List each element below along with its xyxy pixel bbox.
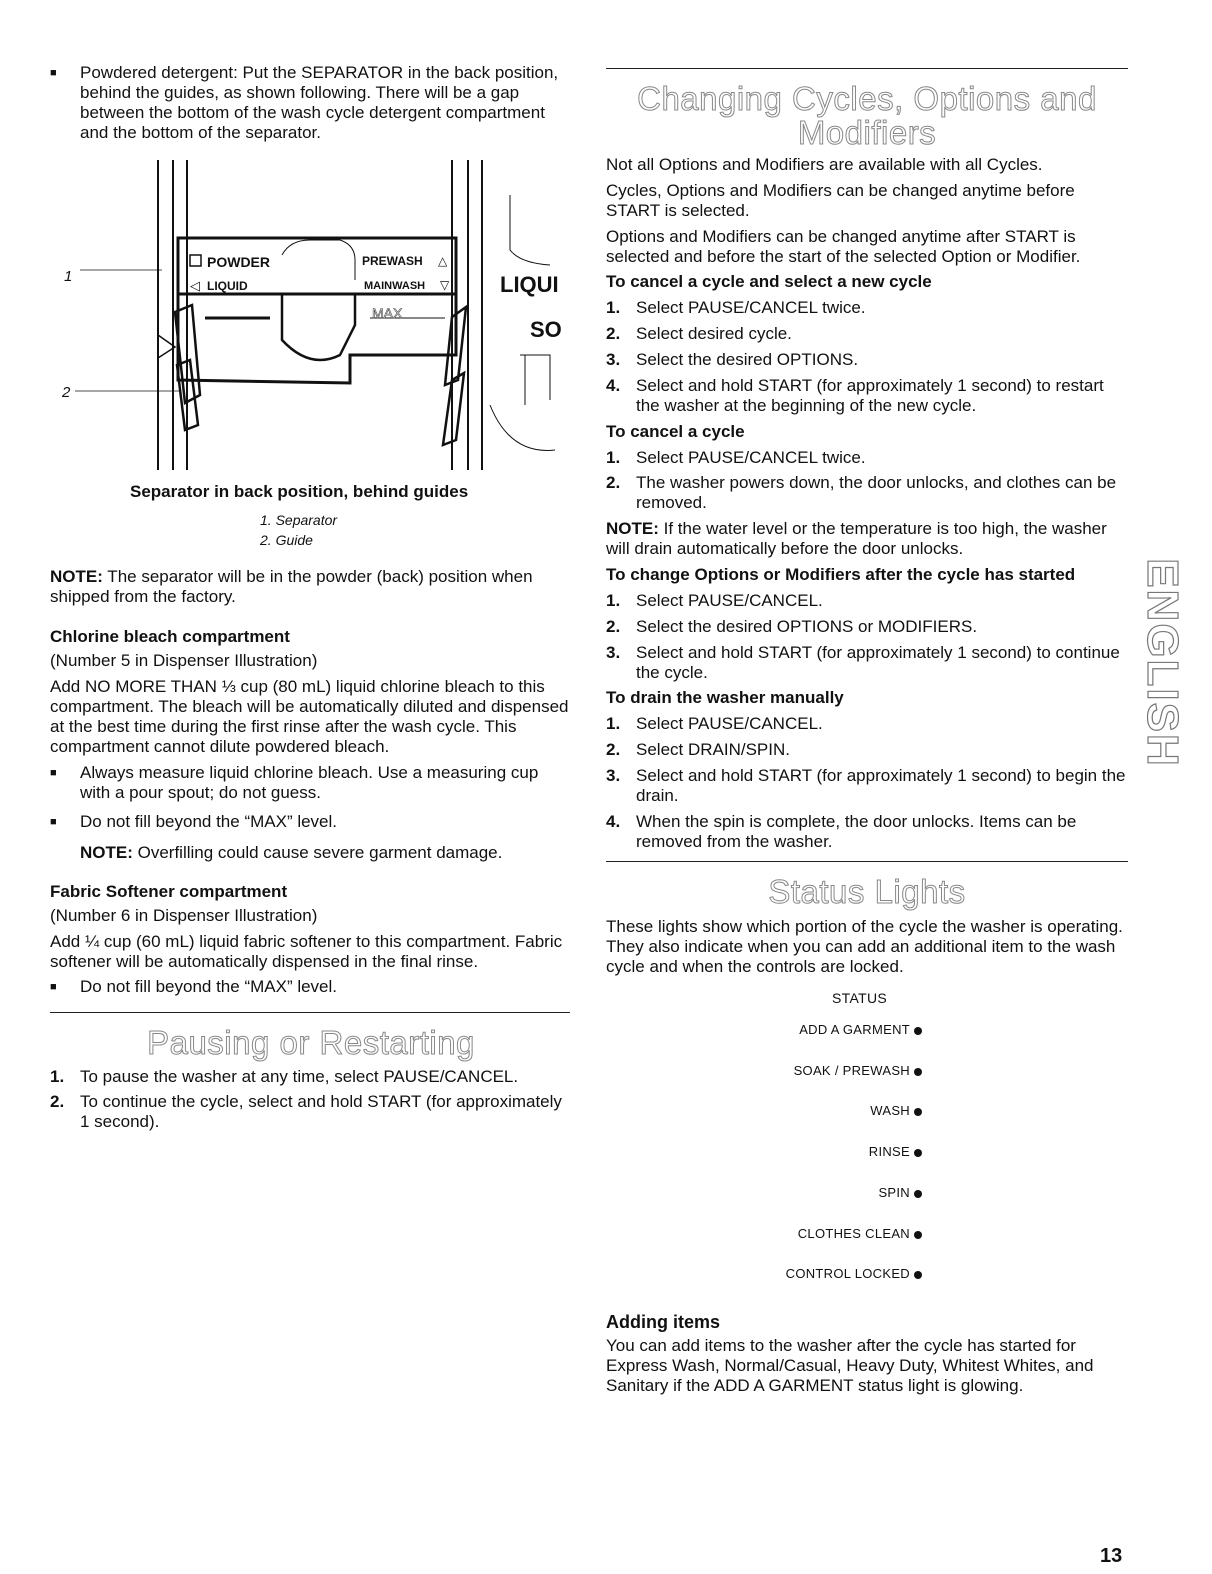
status-intro: These lights show which portion of the cycle the washer is operating. They also indicate when you can add an additional item to the wash cycle and when the controls are locked. [606,917,1123,976]
powdered-detergent-bullet: ■ Powdered detergent: Put the SEPARATOR in the back position, behind the guides, as shown following. There will be a gap between the bottom of the wash cycle detergent compartment and the bottom of the separator. [50,63,572,143]
status-rule [606,861,1128,862]
separator-illustration [50,155,572,475]
softener-bullet-max: ■ Do not fill beyond the “MAX” level. [50,977,572,997]
drain-heading: To drain the washer manually [606,688,844,707]
figure-caption: Separator in back position, behind guides [130,482,469,501]
status-light-add-garment: ADD A GARMENT [799,1022,922,1037]
cancel-new-step-4: 4. Select and hold START (for approximately 1 second) to restart the washer at the beginning of the new cycle. [606,376,1104,415]
changing-p1: Not all Options and Modifiers are available with all Cycles. [606,155,1043,174]
label-prewash: PREWASH [362,254,423,268]
status-dot-icon [914,1149,922,1157]
status-light-wash: WASH [870,1103,922,1118]
chlorine-body: Add NO MORE THAN ⅓ cup (80 mL) liquid chlorine bleach to this compartment. The bleach will be automatically diluted and dispensed at the best time during the first rinse after the wash cycle. This compartment cannot dilute powdered bleach. [50,677,569,756]
status-header: STATUS [832,990,887,1006]
pausing-title: Pausing or Restarting [147,1024,475,1061]
cancel-new-step-1: 1. Select PAUSE/CANCEL twice. [606,298,866,317]
change-step-3: 3. Select and hold START (for approximately 1 second) to continue the cycle. [606,643,1120,682]
status-light-soak-prewash: SOAK / PREWASH [794,1063,922,1078]
cancel-heading: To cancel a cycle [606,422,745,441]
legend-guide: 2. Guide [260,532,313,548]
drain-step-3: 3. Select and hold START (for approximately 1 second) to begin the drain. [606,766,1126,805]
drain-step-4: 4. When the spin is complete, the door unlocks. Items can be removed from the washer. [606,812,1077,851]
liquid-arrow-icon: ◁ [190,278,200,293]
adding-heading: Adding items [606,1312,721,1332]
change-step-2: 2. Select the desired OPTIONS or MODIFIERS. [606,617,978,636]
pausing-rule [50,1012,570,1013]
pausing-step-1: 1. To pause the washer at any time, select PAUSE/CANCEL. [50,1067,519,1086]
chlorine-note: NOTE: Overfilling could cause severe garment damage. [80,843,503,862]
callout-2: 2 [62,384,71,401]
cancel-new-step-3: 3. Select the desired OPTIONS. [606,350,859,369]
status-dot-icon [914,1231,922,1239]
cancel-step-1: 1. Select PAUSE/CANCEL twice. [606,448,866,467]
cancel-note: NOTE: If the water level or the temperature is too high, the washer will drain automatically before the door unlocks. [606,519,1107,558]
status-light-control-locked: CONTROL LOCKED [786,1266,922,1281]
status-dot-icon [914,1068,922,1076]
label-liqui: LIQUI [500,272,559,297]
status-dot-icon [914,1271,922,1279]
status-dot-icon [914,1190,922,1198]
changing-rule [606,68,1128,69]
changing-title-line2: Modifiers [797,114,937,151]
status-title: Status Lights [768,873,966,910]
changing-title-line1: Changing Cycles, Options and [637,80,1097,117]
separator-note: NOTE: The separator will be in the powder (back) position when shipped from the factory. [50,567,533,606]
mainwash-triangle-icon: ▽ [440,278,450,292]
softener-heading: Fabric Softener compartment [50,882,288,901]
softener-subheading: (Number 6 in Dispenser Illustration) [50,906,318,925]
drain-step-2: 2. Select DRAIN/SPIN. [606,740,790,759]
legend-separator: 1. Separator [260,512,338,528]
label-so: SO [530,317,562,342]
change-options-heading: To change Options or Modifiers after the cycle has started [606,565,1076,584]
softener-body: Add ¼ cup (60 mL) liquid fabric softener to this compartment. Fabric softener will be automatically dispensed in the final rinse. [50,932,563,971]
drain-step-1: 1. Select PAUSE/CANCEL. [606,714,823,733]
status-light-clothes-clean: CLOTHES CLEAN [798,1226,922,1241]
english-side-tab: ENGLISH [1138,558,1188,768]
label-liquid: LIQUID [207,279,248,293]
cancel-step-2: 2. The washer powers down, the door unlocks, and clothes can be removed. [606,473,1117,512]
chlorine-subheading: (Number 5 in Dispenser Illustration) [50,651,318,670]
label-max: MAX [372,305,403,321]
cancel-new-heading: To cancel a cycle and select a new cycle [606,272,932,291]
changing-p2: Cycles, Options and Modifiers can be changed anytime before START is selected. [606,181,1075,220]
chlorine-heading: Chlorine bleach compartment [50,627,290,646]
adding-body: You can add items to the washer after the cycle has started for Express Wash, Normal/Casual, Heavy Duty, Whitest Whites, and Sanitary if the ADD A GARMENT status light is glowing. [606,1336,1094,1395]
cancel-new-step-2: 2. Select desired cycle. [606,324,792,343]
prewash-triangle-icon: △ [438,254,448,268]
status-light-spin: SPIN [878,1185,922,1200]
changing-p3: Options and Modifiers can be changed anytime after START is selected and before the start of the selected Option or Modifier. [606,227,1081,266]
status-dot-icon [914,1027,922,1035]
change-step-1: 1. Select PAUSE/CANCEL. [606,591,823,610]
status-dot-icon [914,1108,922,1116]
pausing-step-2: 2. To continue the cycle, select and hold START (for approximately 1 second). [50,1092,562,1131]
label-mainwash: MAINWASH [364,280,426,292]
page-number: 13 [1100,1545,1123,1567]
callout-1: 1 [64,268,73,285]
chlorine-bullet-measure: ■ Always measure liquid chlorine bleach. Use a measuring cup with a pour spout; do not guess. [50,763,572,803]
chlorine-bullet-max: ■ Do not fill beyond the “MAX” level. [50,812,572,832]
label-powder: POWDER [207,254,270,270]
status-light-rinse: RINSE [869,1144,922,1159]
